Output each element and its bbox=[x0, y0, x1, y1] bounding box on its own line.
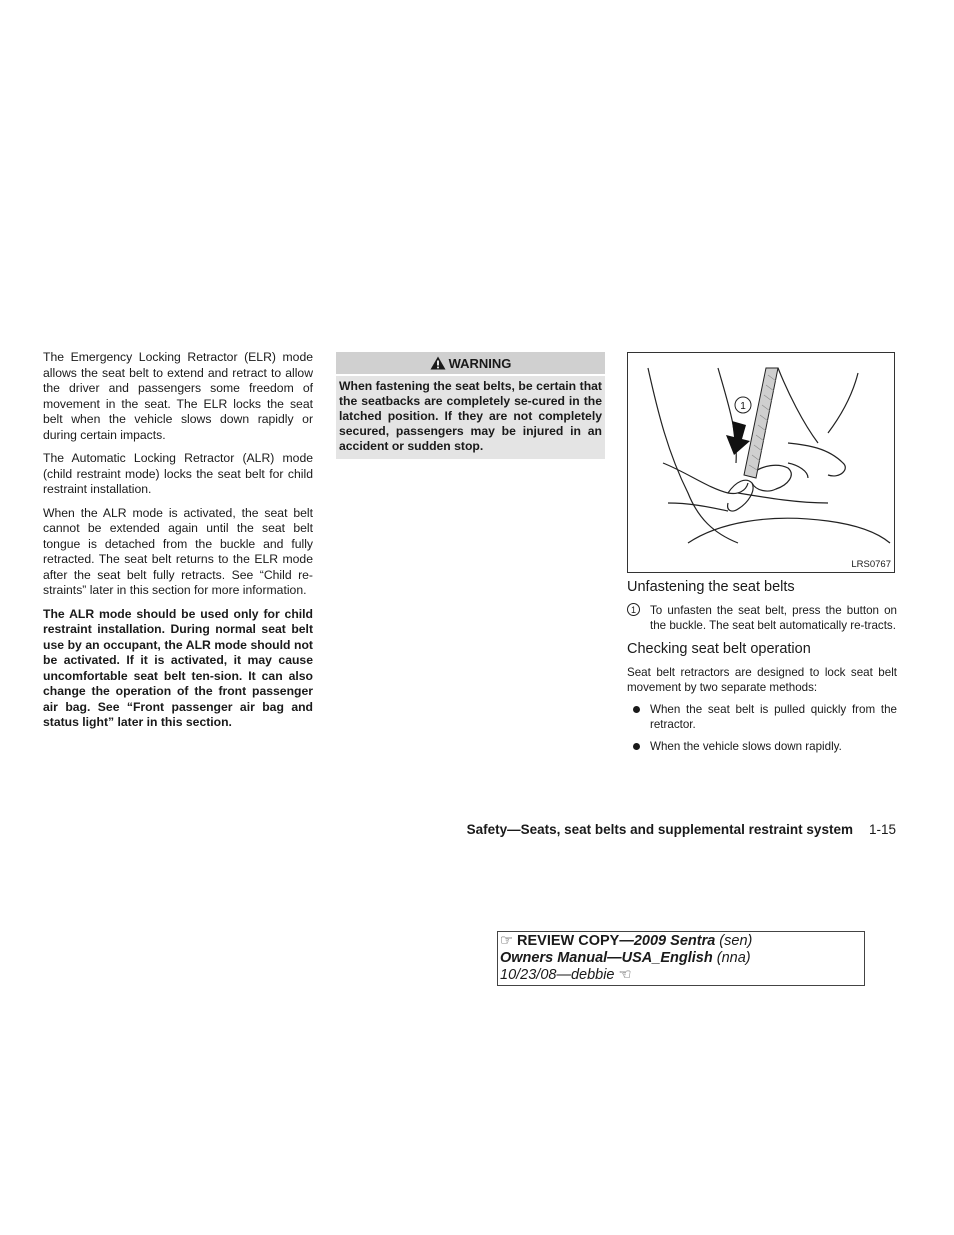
seat-belt-illustration bbox=[628, 353, 894, 558]
figure-code: LRS0767 bbox=[851, 559, 891, 570]
right-column bbox=[627, 579, 897, 761]
review-copy-stamp bbox=[497, 931, 865, 986]
pointing-hand-left-icon: ☜ bbox=[618, 967, 632, 983]
bullet-dot bbox=[633, 743, 640, 750]
paragraph-alr: The Automatic Locking Retractor (ALR) mode (child restraint mode) locks the seat belt for child restraint installation. bbox=[43, 451, 313, 496]
warning-header bbox=[336, 352, 605, 374]
bullet-text: When the vehicle slows down rapidly. bbox=[650, 740, 842, 753]
warning-title: WARNING bbox=[448, 355, 512, 371]
review-label: REVIEW COPY— bbox=[517, 933, 634, 949]
paragraph-alr-caution: The ALR mode should be used only for child restraint installation. During normal seat belt use by an occupant, the ALR mode should not be activated. If it is activated, it may cause uncomfortable seat belt ten-sion. It can also change the operation of the front passenger air bag. See “Front passenger air bag and status light” later in this section. bbox=[43, 606, 313, 729]
review-line-1 bbox=[500, 933, 862, 950]
review-line-2 bbox=[500, 950, 862, 967]
review-line-3 bbox=[500, 967, 862, 984]
bullet-text: When the seat belt is pulled quickly from the retractor. bbox=[650, 703, 897, 731]
pointing-hand-right-icon: ☞ bbox=[500, 933, 513, 949]
list-item bbox=[627, 702, 897, 732]
step-1-text: To unfasten the seat belt, press the button on the buckle. The seat belt automatically re-tracts. bbox=[650, 604, 897, 632]
bullet-dot bbox=[633, 706, 640, 713]
heading-checking: Checking seat belt operation bbox=[627, 641, 811, 657]
page-number: 1-15 bbox=[868, 822, 896, 837]
warning-text: When fastening the seat belts, be certain that the seatbacks are completely se-cured in the latched position. If they are not completely secured, passengers may be injured in an accident or sudden stop. bbox=[336, 376, 605, 459]
seat-belt-figure bbox=[627, 352, 895, 573]
step-1 bbox=[627, 603, 897, 633]
review-date-author: 10/23/08—debbie bbox=[500, 967, 615, 983]
manual-name: Owners Manual—USA_English bbox=[500, 950, 713, 966]
paragraph-elr: The Emergency Locking Retractor (ELR) mode allows the seat belt to extend and retract to allow the driver and passengers some freedom of movement in the seat. The ELR locks the seat belt when the vehicle slows down rapidly or during certain impacts. bbox=[43, 350, 313, 442]
heading-unfastening: Unfastening the seat belts bbox=[627, 579, 795, 595]
retractor-intro: Seat belt retractors are designed to lock seat belt movement by two separate methods: bbox=[627, 666, 897, 694]
page-footer bbox=[467, 822, 896, 837]
manual-code: (nna) bbox=[712, 950, 751, 966]
warning-triangle-icon bbox=[430, 356, 446, 370]
paragraph-alr-activated: When the ALR mode is activated, the seat belt cannot be extended again until the seat belt tongue is detached from the buckle and fully retracted. The seat belt returns to the ELR mode after the seat belt fully retracts. See “Child re-straints” later in this section for more information. bbox=[43, 505, 313, 597]
vehicle-code: (sen) bbox=[715, 933, 753, 949]
figure-callout-number: 1 bbox=[740, 401, 746, 412]
section-title: Safety—Seats, seat belts and supplemental restraint system bbox=[466, 822, 853, 837]
list-item bbox=[627, 739, 897, 754]
warning-box bbox=[336, 352, 605, 459]
vehicle-name: 2009 Sentra bbox=[633, 933, 716, 949]
step-number-badge: 1 bbox=[627, 603, 640, 616]
left-column bbox=[43, 350, 313, 739]
